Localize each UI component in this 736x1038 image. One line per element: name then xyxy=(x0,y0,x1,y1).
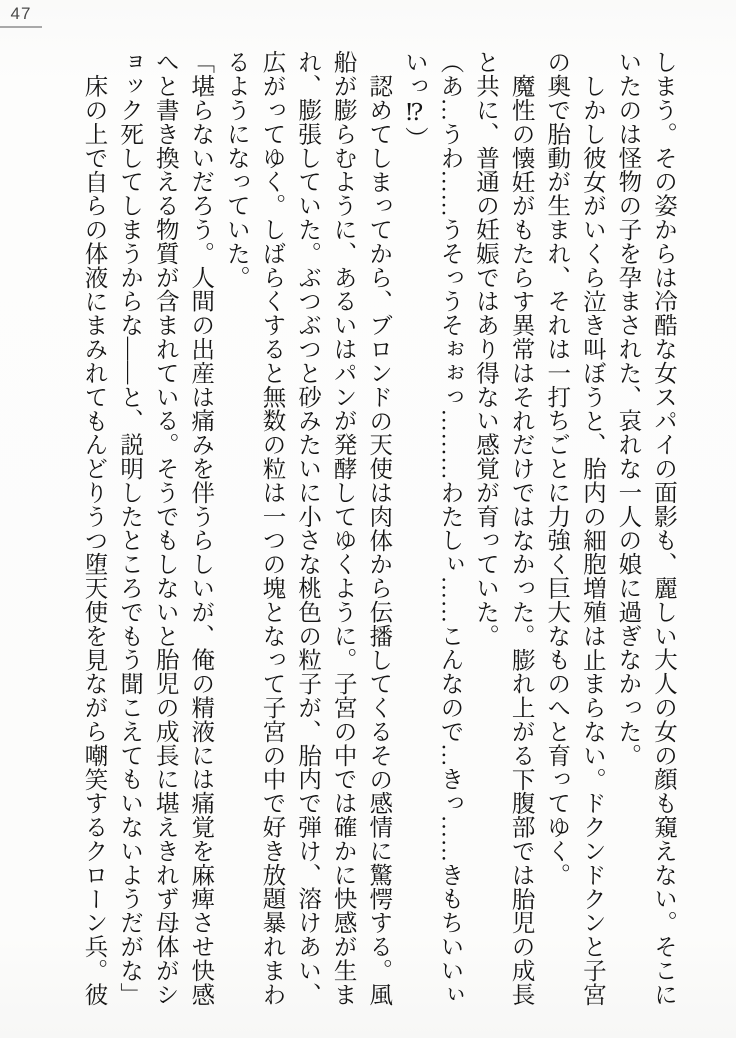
text-line: 床の上で自らの体液にまみれてもんどりうつ堕天使を見ながら嘲笑するクローン兵。彼 xyxy=(80,73,107,1006)
text-line: （あ…うわ……うそっうそぉぉっ………わたしぃ……こんなので…きっ……きもちいいぃ xyxy=(436,50,463,1006)
text-line: れ、膨張していた。ぶつぶつと砂みたいに小さな桃色の粒子が、胎内で弾け、溶けあい、 xyxy=(294,50,321,1006)
text-line: いたのは怪物の子を孕まされた、哀れな一人の娘に過ぎなかった。 xyxy=(614,50,641,767)
text-line: 魔性の懐妊がもたらす異常はそれだけではなかった。膨れ上がる下腹部では胎児の成長 xyxy=(507,73,534,1006)
text-line: いっ⁉） xyxy=(400,50,427,151)
text-line: 船が膨らむように、あるいはパンが発酵してゆくように。子宮の中では確かに快感が生ま xyxy=(329,50,356,1006)
text-line: 広がってゆく。しばらくすると無数の粒は一つの塊となって子宮の中で好き放題暴れまわ xyxy=(258,50,285,1006)
text-line: 認めてしまってから、ブロンドの天使は肉体から伝播してくるその感情に驚愕する。風 xyxy=(365,73,392,1006)
text-line: しまう。その姿からは冷酷な女スパイの面影も、麗しい大人の女の顔も窺えない。そこに xyxy=(650,50,676,1006)
text-line: しかし彼女がいくら泣き叫ぼうと、胎内の細胞増殖は止まらない。ドクンドクンと子宮 xyxy=(578,73,605,1006)
text-line: ョック死してしまうからな——と、説明したところでもう聞こえてもいないようだがな」 xyxy=(116,50,143,1006)
text-block xyxy=(75,50,680,1006)
text-line: 「堪らないだろう。人間の出産は痛みを伴うらしいが、俺の精液には痛覚を麻痺させ快感 xyxy=(187,50,214,1006)
page-number-block xyxy=(0,4,42,28)
text-line: の奥で胎動が生まれ、それは一打ちごとに力強く巨大なものへと育ってゆく。 xyxy=(543,50,570,887)
text-line: と共に、普通の妊娠ではあり得ない感覚が育っていた。 xyxy=(472,50,499,648)
text-line: るようになっていた。 xyxy=(222,50,249,289)
page-number: 47 xyxy=(10,4,32,23)
text-line: へと書き換える物質が含まれている。そうでもしないと胎児の成長に堪えきれず母体がシ xyxy=(151,50,178,1006)
